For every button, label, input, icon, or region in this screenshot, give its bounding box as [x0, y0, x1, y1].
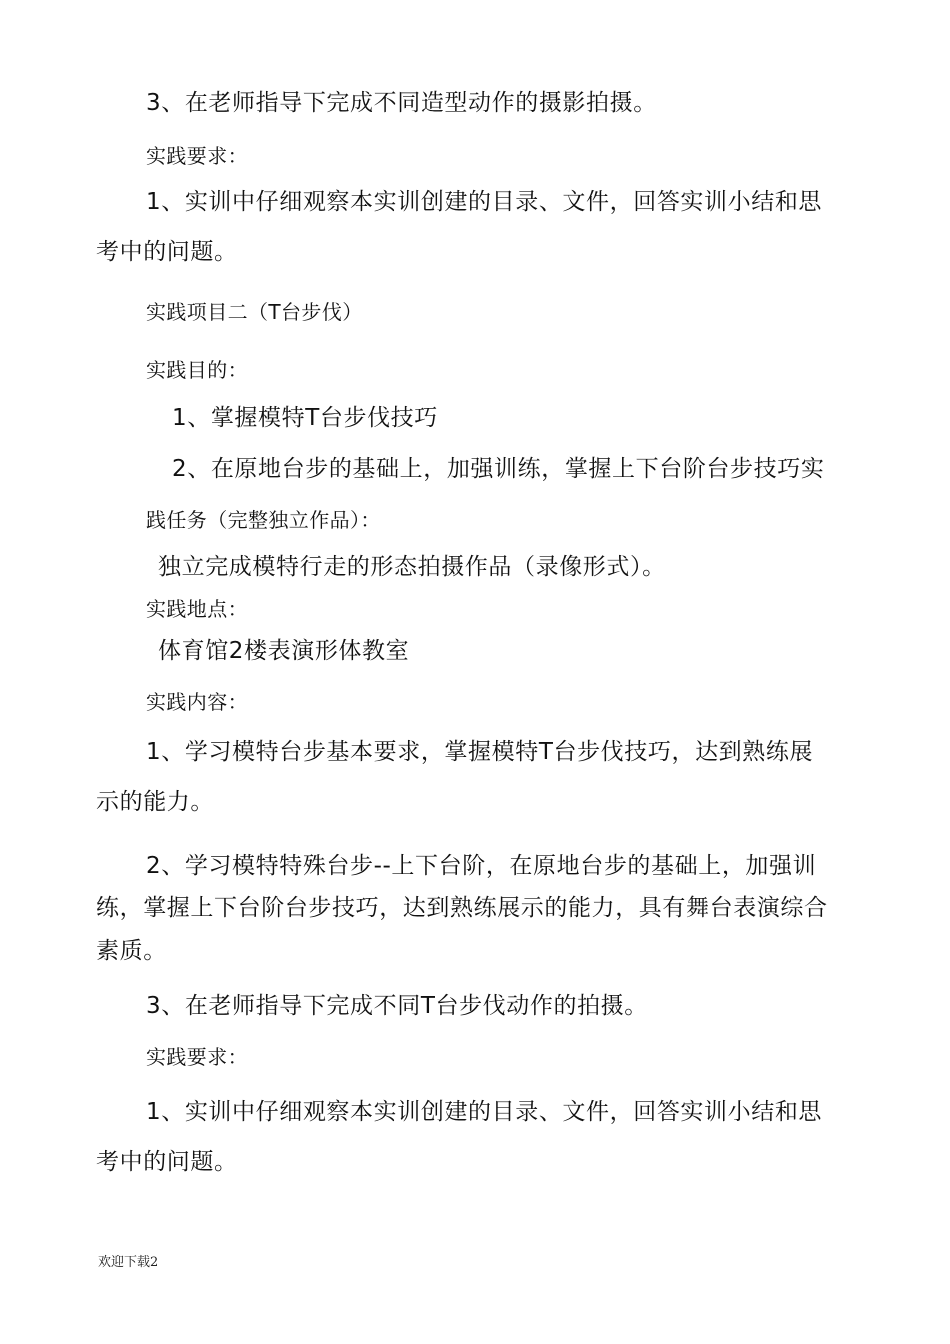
section-heading: 实践目的：: [146, 358, 248, 382]
section-heading: 实践内容：: [146, 690, 248, 714]
section-heading: 践任务（完整独立作品）：: [146, 508, 381, 532]
paragraph-line: 3、在老师指导下完成不同造型动作的摄影拍摄。: [146, 90, 657, 116]
section-heading: 实践地点：: [146, 597, 248, 621]
paragraph-line: 考中的问题。: [96, 1149, 238, 1175]
paragraph-line: 1、实训中仔细观察本实训创建的目录、文件，回答实训小结和思: [146, 189, 823, 215]
paragraph-line: 2、在原地台步的基础上，加强训练，掌握上下台阶台步技巧实: [172, 456, 825, 482]
paragraph-line: 独立完成模特行走的形态拍摄作品（录像形式）。: [158, 554, 666, 580]
paragraph-line: 示的能力。: [96, 789, 214, 815]
paragraph-line: 1、实训中仔细观察本实训创建的目录、文件，回答实训小结和思: [146, 1099, 823, 1125]
page-footer: 欢迎下载2: [98, 1255, 159, 1270]
section-heading: 实践项目二（T台步伐）: [146, 300, 363, 324]
section-heading: 实践要求：: [146, 1045, 248, 1069]
paragraph-line: 素质。: [96, 938, 167, 964]
section-heading: 实践要求：: [146, 144, 248, 168]
paragraph-line: 3、在老师指导下完成不同T台步伐动作的拍摄。: [146, 993, 648, 1019]
paragraph-line: 练，掌握上下台阶台步技巧，达到熟练展示的能力，具有舞台表演综合: [96, 895, 828, 921]
paragraph-line: 1、掌握模特T台步伐技巧: [172, 405, 438, 431]
paragraph-line: 体育馆2楼表演形体教室: [158, 638, 410, 664]
paragraph-line: 2、学习模特特殊台步--上下台阶，在原地台步的基础上，加强训: [146, 853, 817, 879]
paragraph-line: 考中的问题。: [96, 239, 238, 265]
paragraph-line: 1、学习模特台步基本要求，掌握模特T台步伐技巧，达到熟练展: [146, 739, 814, 765]
